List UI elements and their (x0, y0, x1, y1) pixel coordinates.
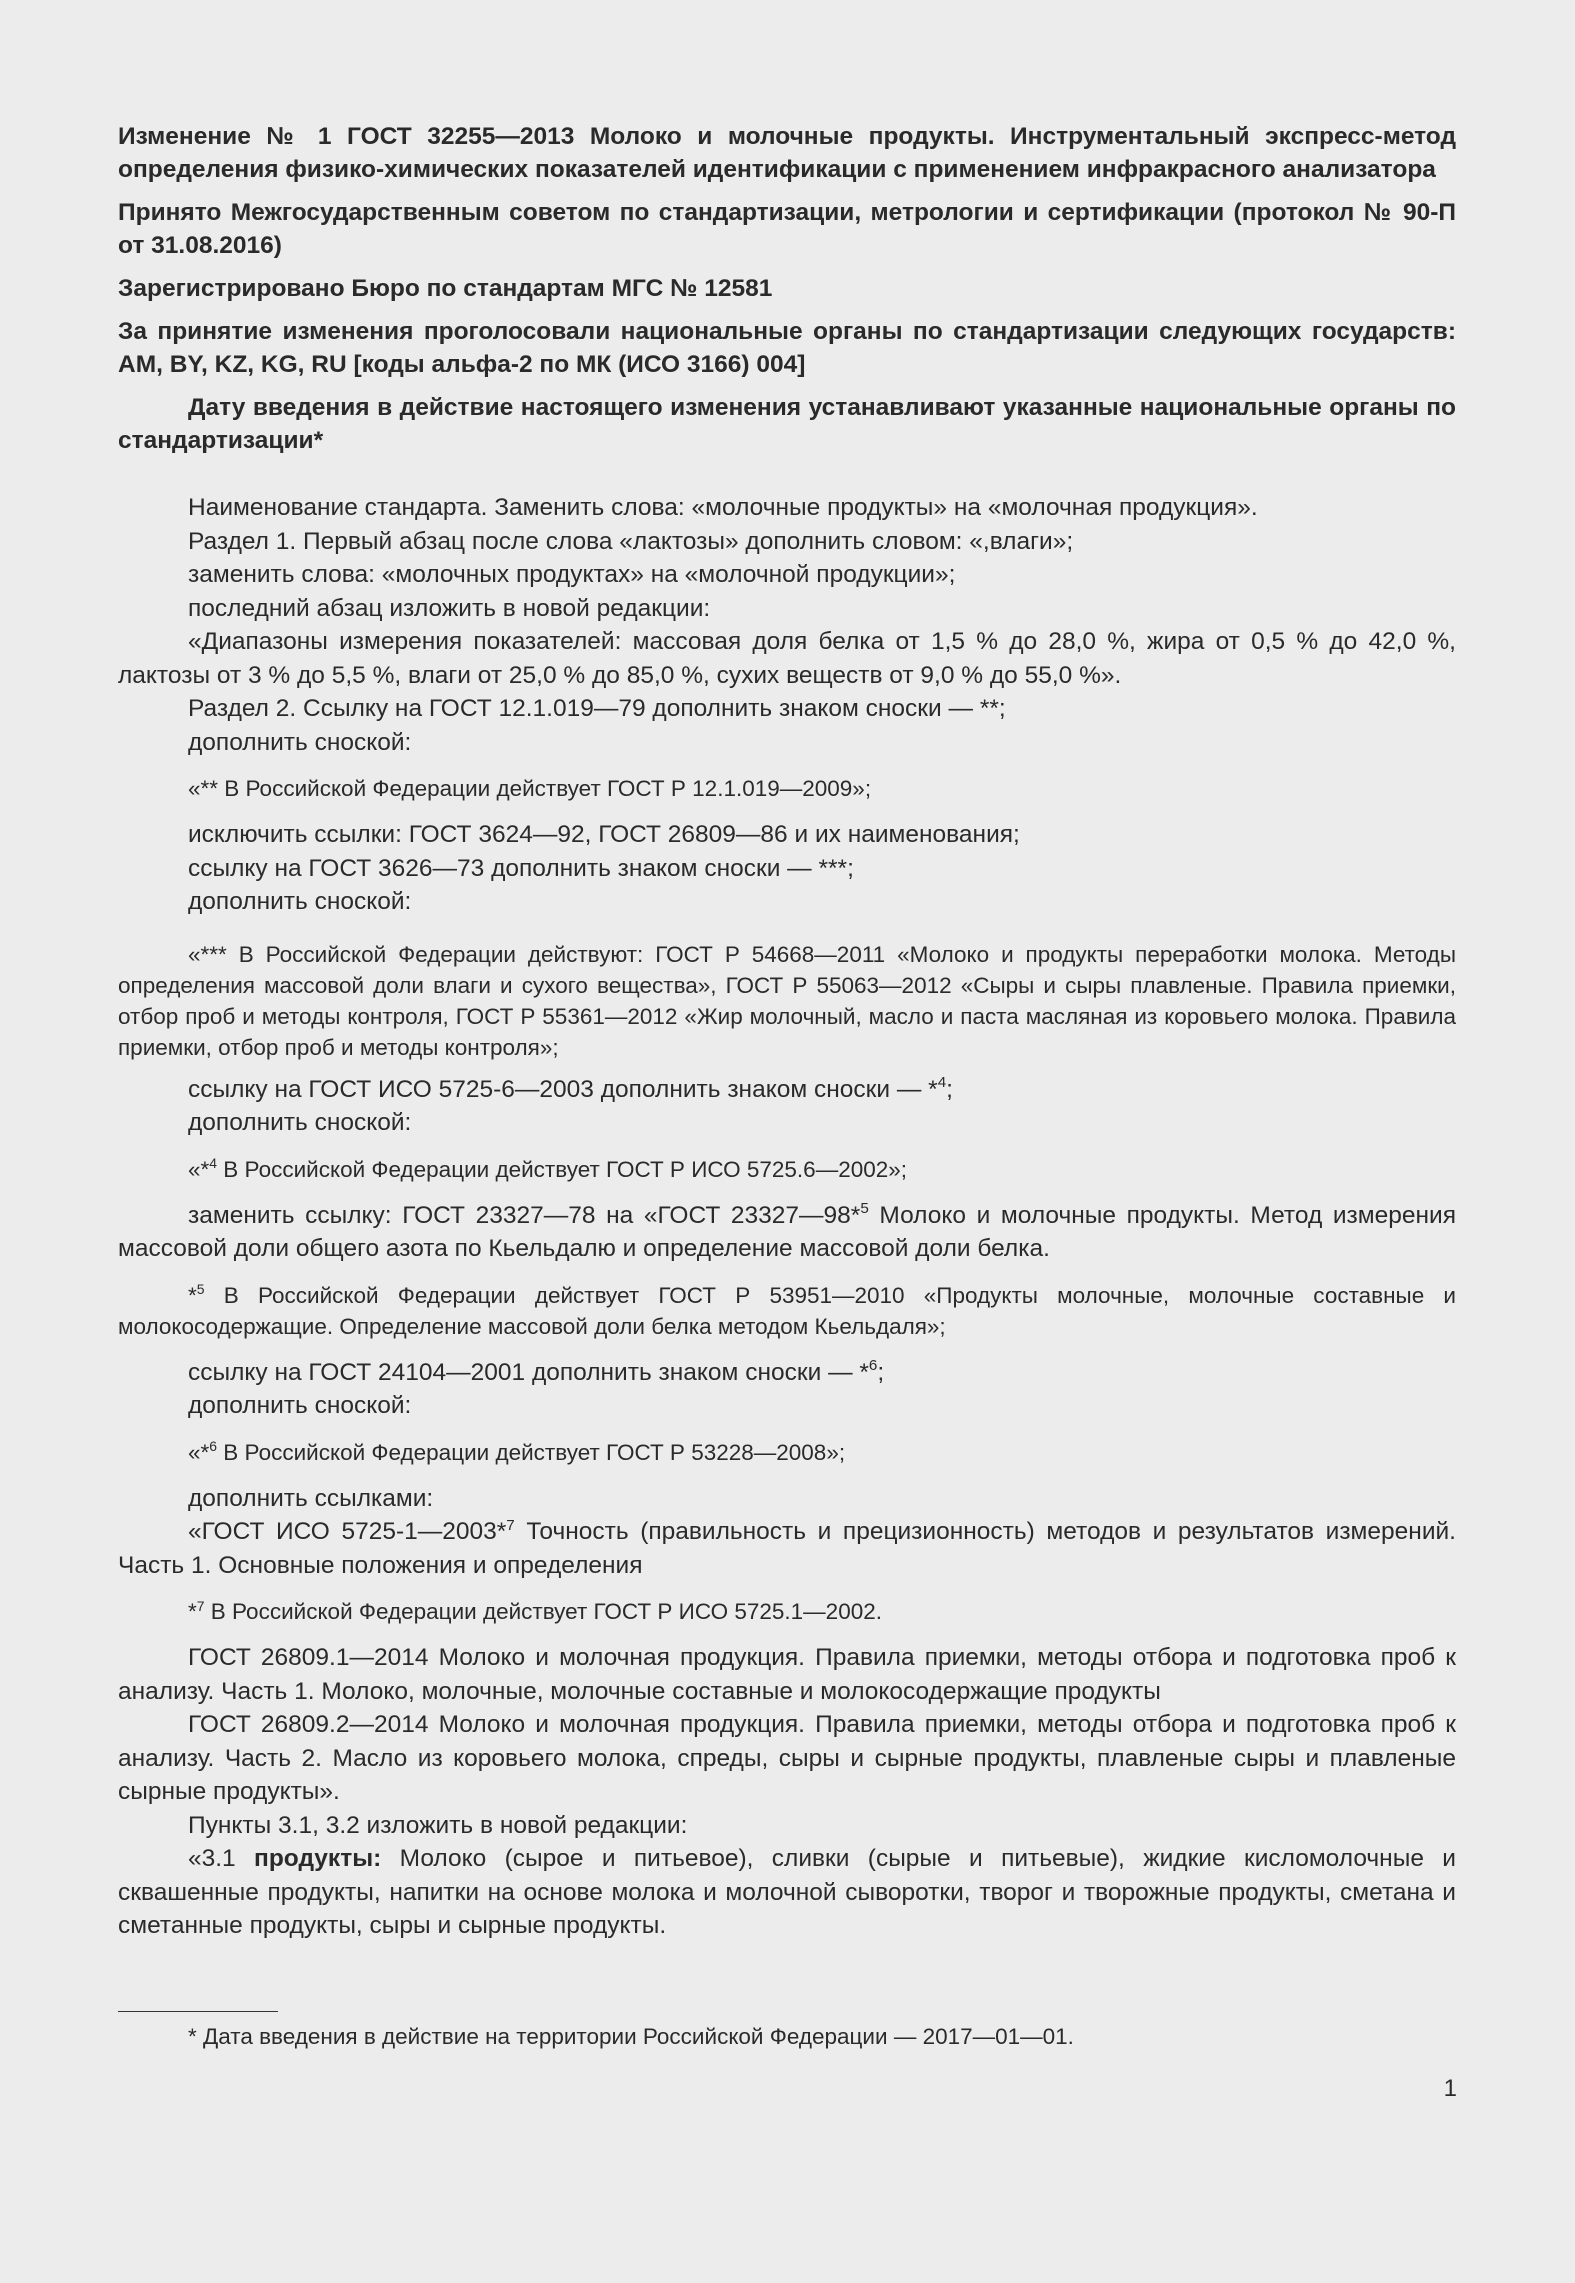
registered-statement: Зарегистрировано Бюро по стандартам МГС № 12581 (118, 275, 773, 302)
footnote-text: *$^7$ В Российской Федерации действует ГОСТ Р ИСО 5725.1—2002. (188, 1597, 882, 1624)
body-paragraph: дополнить сноской: (188, 1109, 412, 1136)
body-paragraph: ссылку на ГОСТ ИСО 5725-6—2003 дополнить знаком сноски — *$^4$; (188, 1074, 953, 1103)
body-paragraph: ГОСТ 26809.1—2014 Молоко и молочная продукция. Правила приемки, методы отбора и подготовка проб к анализу. Часть 1. Молоко, молочные, молочные составные и молокосодержащие продукты (118, 1644, 1456, 1705)
body-paragraph: дополнить сноской: (188, 728, 412, 756)
body-paragraph: последний абзац изложить в новой редакции: (188, 594, 711, 622)
voted-statement: За принятие изменения проголосовали национальные органы по стандартизации следующих государств: AM, BY, KZ, KG, RU [коды альфа-2 по МК (ИСО 3166) 004] (118, 318, 1456, 378)
body-paragraph: заменить слова: «молочных продуктах» на «молочной продукции»; (188, 561, 956, 588)
body-paragraph: Раздел 1. Первый абзац после слова «лактозы» дополнить словом: «,влаги»; (188, 527, 1074, 555)
body-paragraph: «Диапазоны измерения показателей: массовая доля белка от 1,5 % до 28,0 %, жира от 0,5 % до 42,0 %, лактозы от 3 % до 5,5 %, влаги от 25,0 % до 85,0 %, сухих веществ от 9,0 % до 55,0 %». (118, 628, 1456, 689)
body-paragraph: дополнить ссылками: (188, 1484, 434, 1512)
effective-date-statement: Дату введения в действие настоящего изменения устанавливают указанные национальные органы по стандартизации* (118, 394, 1456, 454)
body-paragraph: Пункты 3.1, 3.2 изложить в новой редакции: (188, 1811, 688, 1839)
amendment-title: Изменение № 1 ГОСТ 32255—2013 Молоко и молочные продукты. Инструментальный экспресс-метод определения физико-химических показателей идентификации с применением инфракрасного анализатора (118, 123, 1456, 183)
body-paragraph: «ГОСТ ИСО 5725-1—2003*$^7$ Точность (правильность и прецизионность) методов и результатов измерений. Часть 1. Основные положения и определения (118, 1516, 1456, 1579)
body-paragraph: Наименование стандарта. Заменить слова: «молочные продукты» на «молочная продукция». (188, 494, 1258, 521)
page-number: 1 (1443, 2075, 1457, 2102)
footnote-divider (118, 2011, 278, 2012)
body-paragraph: ГОСТ 26809.2—2014 Молоко и молочная продукция. Правила приемки, методы отбора и подготовка проб к анализу. Часть 2. Масло из коровьего молока, спреды, сыры и сырные продукты, плавленые сыры и плавленые сырные продукты». (118, 1711, 1456, 1805)
footnote-text: *$^5$ В Российской Федерации действует ГОСТ Р 53951—2010 «Продукты молочные, молочные составные и молокосодержащие. Определение массовой доли белка методом Кьельдаля»; (118, 1281, 1456, 1339)
body-paragraph: исключить ссылки: ГОСТ 3624—92, ГОСТ 26809—86 и их наименования; (188, 821, 1020, 848)
document-content (118, 120, 1456, 1943)
body-paragraph: дополнить сноской: (188, 1392, 412, 1419)
footnote-text: «*** В Российской Федерации действуют: ГОСТ Р 54668—2011 «Молоко и продукты переработки молока. Методы определения массовой доли влаги и сухого вещества», ГОСТ Р 55063—2012 «Сыры и сыры плавленые. Правила приемки, отбор проб и методы контроля, ГОСТ Р 55361—2012 «Жир молочный, масло и паста масляная из коровьего молока. Правила приемки, отбор проб и методы контроля»; (118, 941, 1456, 1060)
body-paragraph: ссылку на ГОСТ 3626—73 дополнить знаком сноски — ***; (188, 854, 854, 882)
body-paragraph: ссылку на ГОСТ 24104—2001 дополнить знаком сноски — *$^6$; (188, 1357, 885, 1386)
adopted-statement: Принято Межгосударственным советом по стандартизации, метрологии и сертификации (протокол № 90-П от 31.08.2016) (118, 199, 1456, 259)
body-paragraph: заменить ссылку: ГОСТ 23327—78 на «ГОСТ 23327—98*$^5$ Молоко и молочные продукты. Метод измерения массовой доли общего азота по Кьельдалю и определение массовой доли белка. (118, 1200, 1456, 1262)
footnote-text: «*$^4$ В Российской Федерации действует ГОСТ Р ИСО 5725.6—2002»; (188, 1155, 908, 1182)
body-paragraph: «3.1 продукты: Молоко (сырое и питьевое), сливки (сырые и питьевые), жидкие кисломолочные и сквашенные продукты, напитки на основе молока и молочной сыворотки, творог и творожные продукты, сметана и сметанные продукты, сыры и сырные продукты. (118, 1845, 1456, 1939)
body-paragraph: Раздел 2. Ссылку на ГОСТ 12.1.019—79 дополнить знаком сноски — **; (188, 695, 1006, 722)
footnote-text: «*$^6$ В Российской Федерации действует ГОСТ Р 53228—2008»; (188, 1438, 846, 1465)
page-footnote: * Дата введения в действие на территории Российской Федерации — 2017—01—01. (188, 2024, 1074, 2049)
body-paragraph: дополнить сноской: (188, 888, 412, 915)
footnote-text: «** В Российской Федерации действует ГОСТ Р 12.1.019—2009»; (188, 776, 872, 801)
